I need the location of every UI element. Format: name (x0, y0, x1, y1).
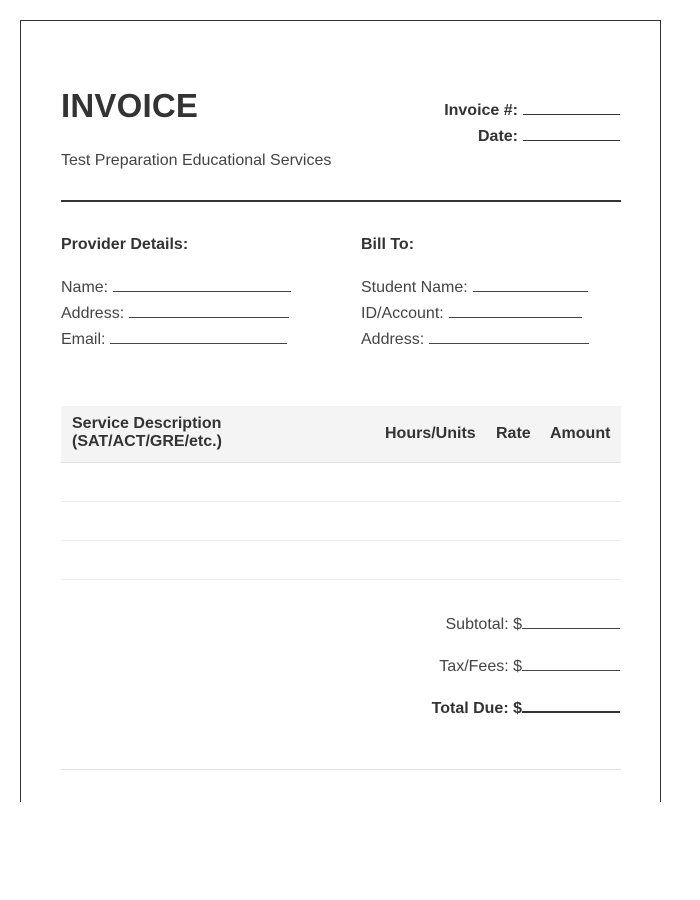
provider-heading: Provider Details: (61, 236, 189, 253)
student-name-field[interactable] (473, 277, 588, 292)
header-description-line1: Service Description (72, 415, 222, 432)
invoice-title: INVOICE (61, 87, 199, 124)
bill-to-heading: Bill To: (361, 236, 415, 253)
provider-name-label: Name: (61, 279, 109, 296)
tax-fees-field[interactable] (522, 656, 620, 671)
header-description-line2: (SAT/ACT/GRE/etc.) (72, 433, 222, 450)
student-id-field[interactable] (449, 303, 582, 318)
header-amount: Amount (550, 425, 611, 442)
subtotal-field[interactable] (522, 614, 620, 629)
header-divider (61, 200, 621, 202)
tax-fees-label: Tax/Fees: $ (439, 658, 522, 675)
tax-fees-row (439, 656, 620, 676)
student-id-row (361, 303, 582, 323)
provider-address-row (61, 303, 289, 323)
total-due-label: Total Due: $ (431, 700, 522, 717)
header-hours-units: Hours/Units (385, 425, 476, 442)
table-row[interactable] (61, 463, 621, 502)
services-table-header (61, 406, 621, 463)
student-address-field[interactable] (429, 329, 589, 344)
total-due-row (432, 697, 620, 718)
provider-email-field[interactable] (110, 329, 287, 344)
invoice-number-field[interactable] (523, 100, 620, 115)
provider-name-field[interactable] (113, 277, 291, 292)
invoice-subtitle: Test Preparation Educational Services (61, 152, 332, 169)
subtotal-row (446, 614, 621, 634)
header-service-description (72, 415, 222, 451)
student-address-label: Address: (361, 331, 425, 348)
provider-address-field[interactable] (129, 303, 289, 318)
subtotal-label: Subtotal: $ (445, 616, 522, 633)
invoice-date-label: Date: (477, 128, 518, 145)
provider-email-row (61, 329, 287, 349)
student-name-label: Student Name: (361, 279, 468, 296)
student-id-label: ID/Account: (361, 305, 444, 322)
invoice-number-row (444, 100, 620, 120)
provider-address-label: Address: (61, 305, 125, 322)
total-due-field[interactable] (522, 697, 620, 713)
invoice-sheet (20, 20, 661, 802)
provider-email-label: Email: (61, 331, 106, 348)
table-row[interactable] (61, 541, 621, 580)
student-address-row (361, 329, 589, 349)
provider-name-row (61, 277, 291, 297)
header-rate: Rate (496, 425, 531, 442)
footer-divider (61, 769, 621, 770)
table-row[interactable] (61, 502, 621, 541)
invoice-date-field[interactable] (523, 126, 620, 141)
student-name-row (361, 277, 588, 297)
invoice-number-label: Invoice #: (444, 102, 518, 119)
invoice-date-row (478, 126, 620, 146)
